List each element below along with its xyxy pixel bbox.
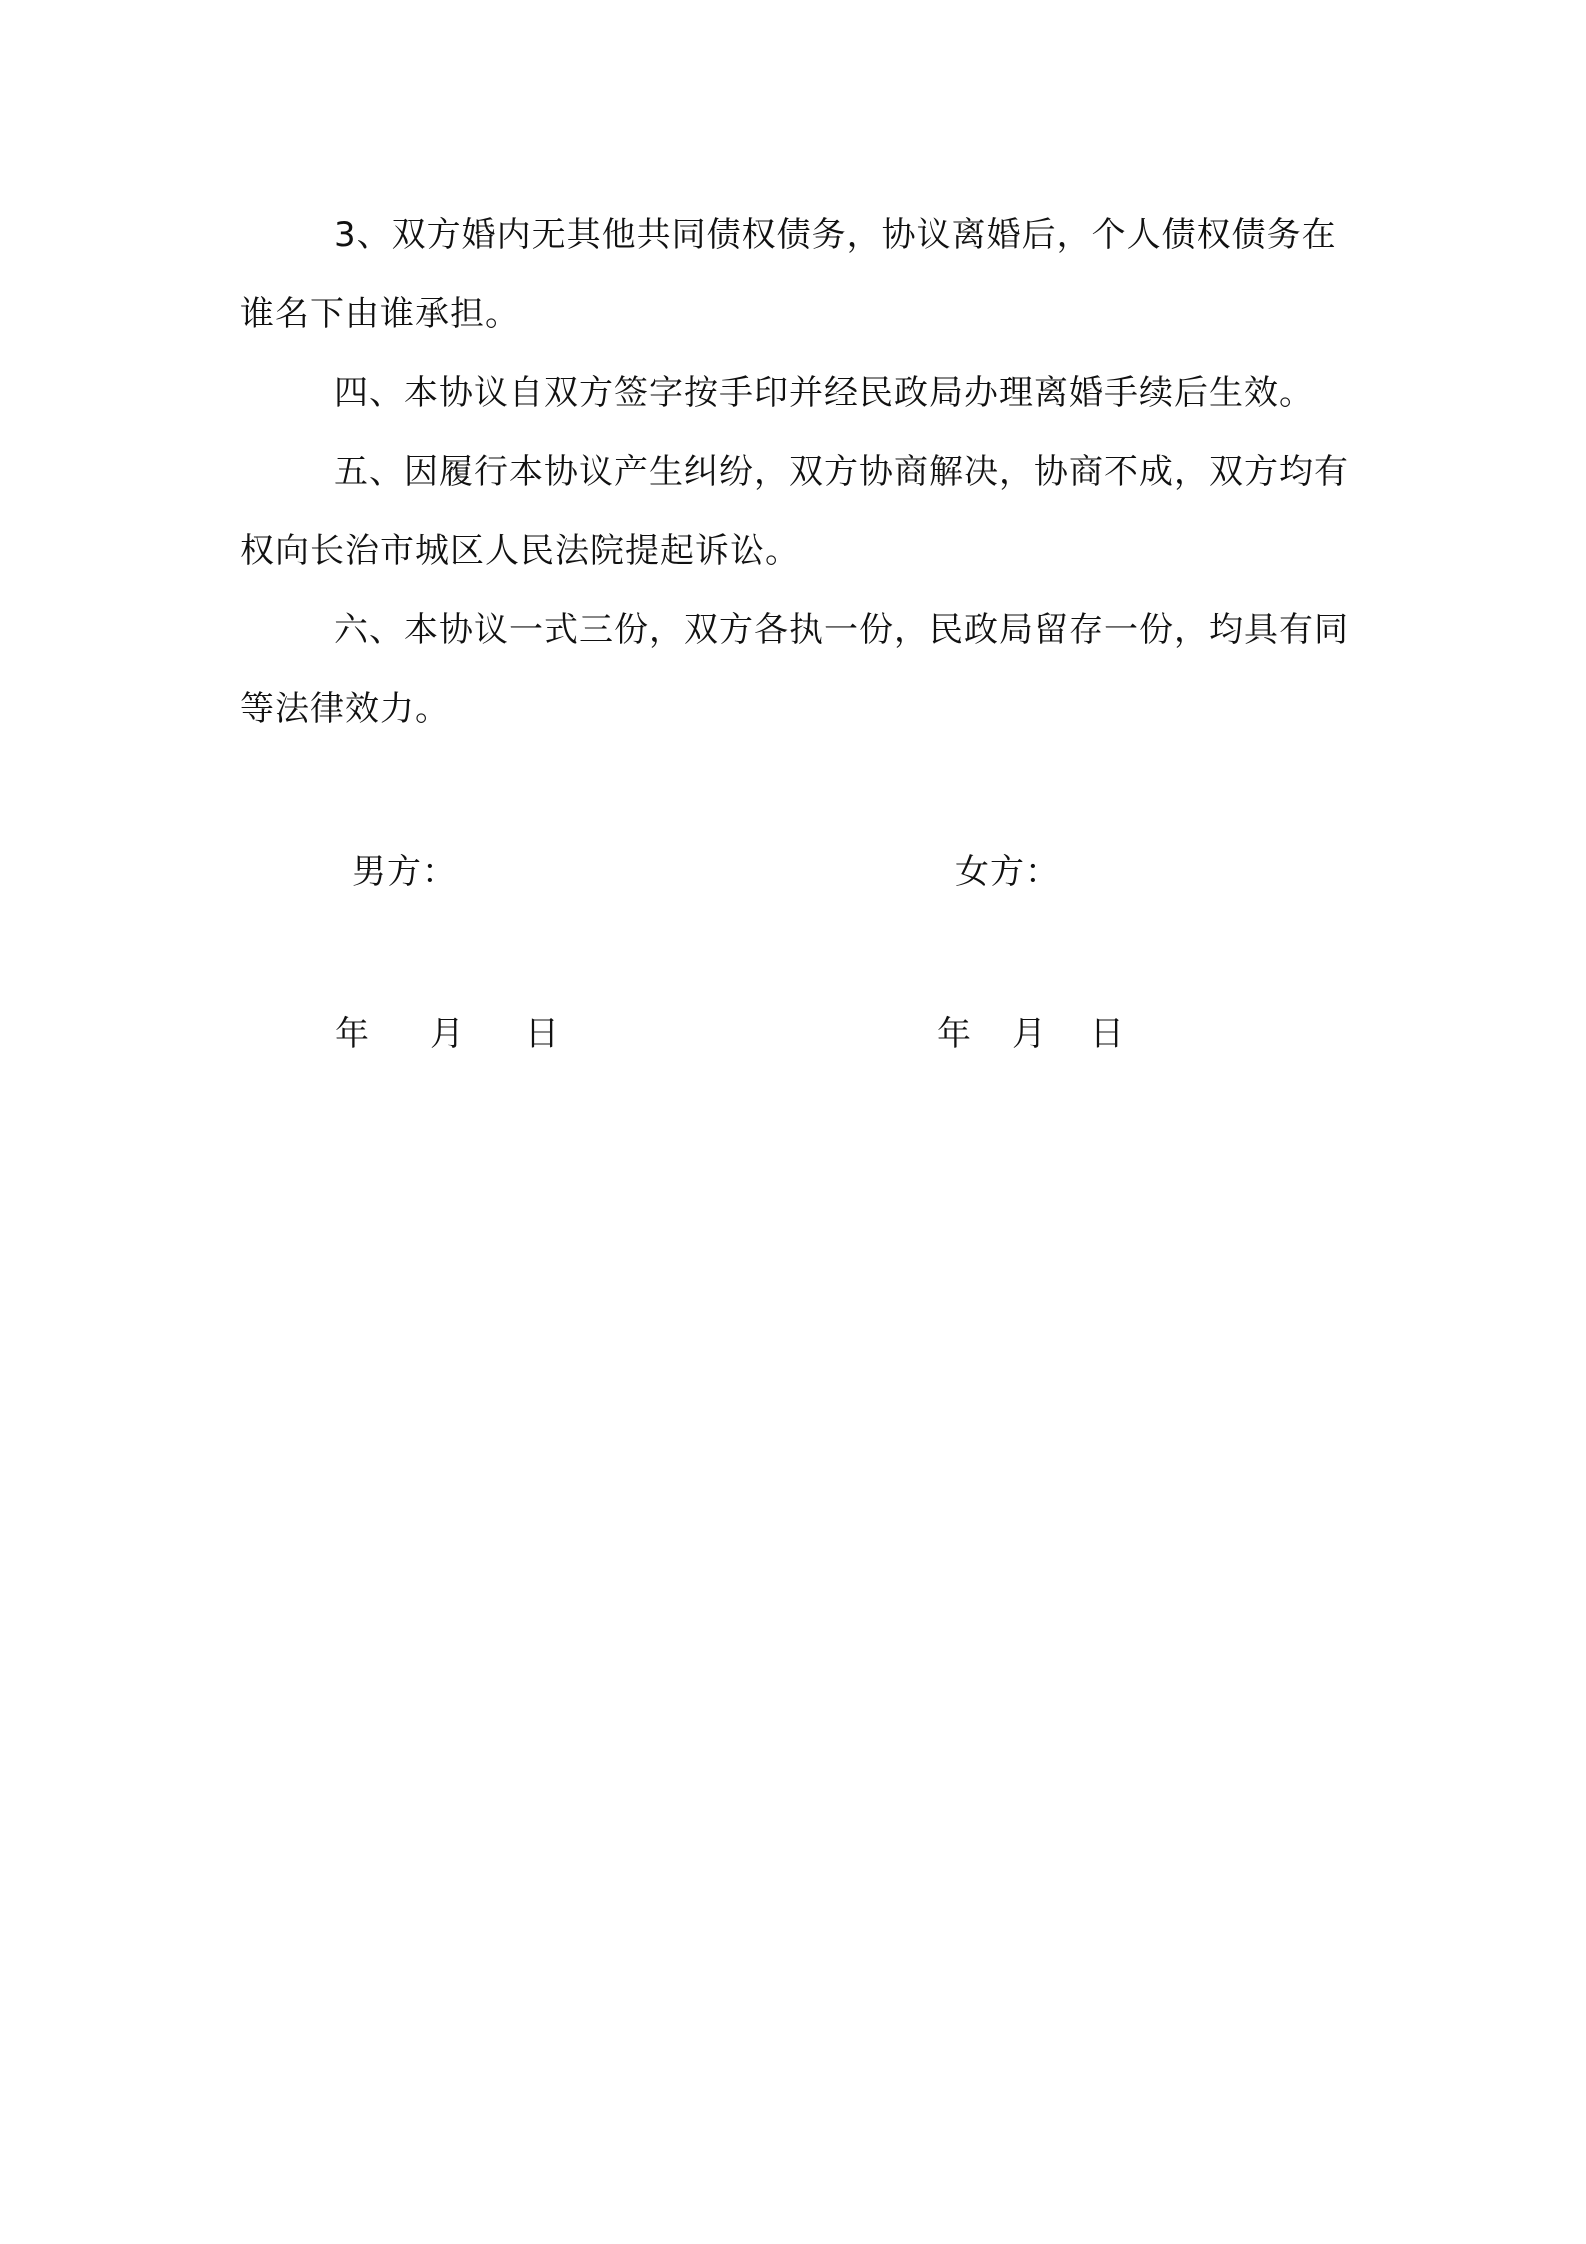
clause-copies: 六、本协议一式三份，双方各执一份，民政局留存一份，均具有同等法律效力。 [240, 610, 1349, 729]
clause-disputes: 五、因履行本协议产生纠纷，双方协商解决，协商不成，双方均有权向长治市城区人民法院提起诉讼。 [240, 452, 1349, 571]
male-date-month: 月 [430, 1014, 464, 1054]
male-signature-label: 男方： [352, 852, 457, 892]
female-signature-label: 女方： [955, 852, 1060, 892]
agreement-body [240, 196, 1355, 749]
female-date-day: 日 [1090, 1014, 1124, 1054]
clause-effective: 四、本协议自双方签字按手印并经民政局办理离婚手续后生效。 [334, 373, 1314, 413]
male-date-day: 日 [525, 1014, 559, 1054]
female-date-month: 月 [1012, 1014, 1046, 1054]
male-date-line [335, 1014, 575, 1054]
clause-debts: 3、双方婚内无其他共同债权债务，协议离婚后，个人债权债务在谁名下由谁承担。 [240, 215, 1337, 334]
male-date-year: 年 [335, 1014, 369, 1054]
female-date-line [937, 1014, 1137, 1054]
female-date-year: 年 [937, 1014, 971, 1054]
